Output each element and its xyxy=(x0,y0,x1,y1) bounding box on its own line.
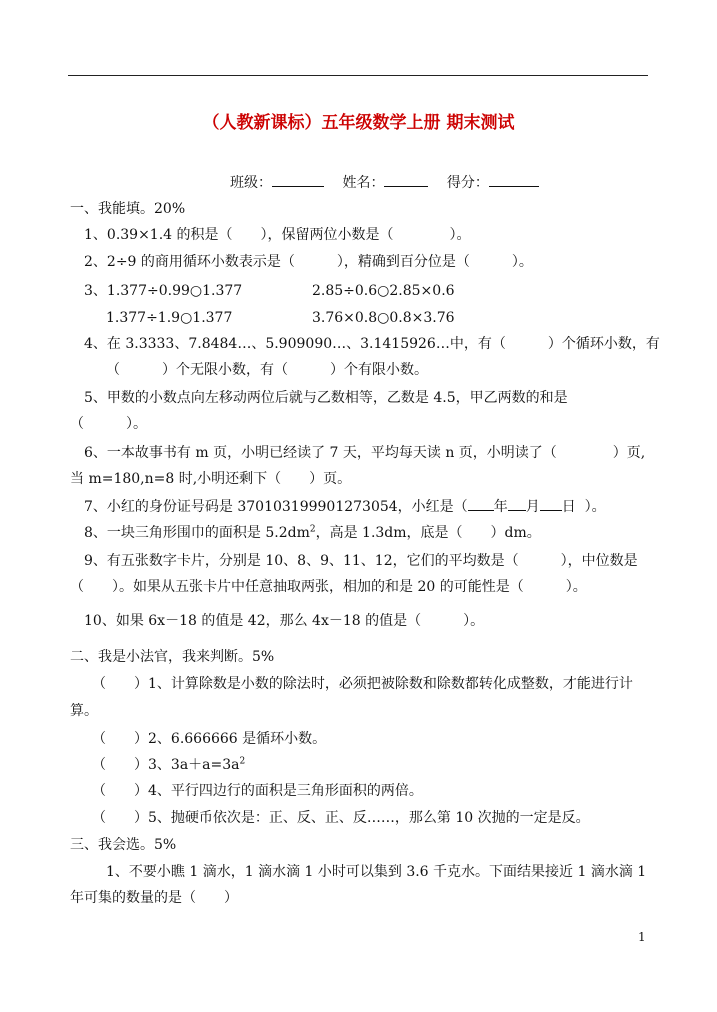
month-blank xyxy=(508,497,526,511)
question-5-line-2: （ ）。 xyxy=(70,416,147,432)
name-label: 姓名： xyxy=(342,175,385,191)
question-3a-right: 2.85÷0.6○2.85×0.6 xyxy=(312,283,455,299)
section-1-heading: 一、我能填。20% xyxy=(70,201,186,217)
choice-1-line-1: 1、不要小瞧 1 滴水，1 滴水滴 1 小时可以集到 3.6 千克水。下面结果接近 1 滴水滴 1 xyxy=(106,864,647,880)
judge-3: （ ）3、$3a+a=3a^2$ xyxy=(92,756,246,773)
header-rule xyxy=(68,75,648,76)
question-9-line-2: （ ）。如果从五张卡片中任意抽取两张，相加的和是 20 的可能性是（ ）。 xyxy=(70,579,587,595)
question-2: 2、2÷9 的商用循环小数表示是（ ），精确到百分位是（ ）。 xyxy=(84,254,533,270)
page-number: 1 xyxy=(638,930,646,944)
day-blank xyxy=(540,497,562,511)
score-label: 得分： xyxy=(446,175,489,191)
question-9-line-1: 9、有五张数字卡片，分别是 10、8、9、11、12，它们的平均数是（ ），中位数是 xyxy=(84,553,638,569)
student-info-line xyxy=(230,172,539,192)
question-8: 8、一块三角形围巾的面积是 $5.2dm^2$，高是 1.3dm，底是（ ）dm。 xyxy=(84,524,541,541)
judge-1-line-2: 算。 xyxy=(70,703,98,719)
section-3-heading: 三、我会选。5% xyxy=(70,837,177,853)
class-blank xyxy=(272,174,324,187)
question-3a-left: 3、1.377÷0.99○1.377 xyxy=(84,283,243,299)
question-1: 1、0.39×1.4 的积是（ ），保留两位小数是（ ）。 xyxy=(84,227,471,243)
question-4-line-2: （ ）个无限小数，有（ ）个有限小数。 xyxy=(106,362,428,378)
question-7: 7、小红的身份证号码是 370103199901273054，小红是（ 年 月 日 ）。 xyxy=(84,499,606,515)
name-blank xyxy=(384,174,428,187)
judge-4: （ ）4、平行四边行的面积是三角形面积的两倍。 xyxy=(92,783,423,799)
question-6-line-2: 当 m=180,n=8 时,小明还剩下（ ）页。 xyxy=(70,471,352,487)
question-3b-left: 1.377÷1.9○1.377 xyxy=(106,310,233,326)
judge-1-line-1: （ ）1、计算除数是小数的除法时，必须把被除数和除数都转化成整数，才能进行计 xyxy=(92,676,633,692)
year-blank xyxy=(468,497,494,511)
score-blank xyxy=(489,174,539,187)
section-2-heading: 二、我是小法官，我来判断。5% xyxy=(70,649,275,665)
question-10: 10、如果 6x－18 的值是 42，那么 4x－18 的值是（ ）。 xyxy=(84,613,485,629)
choice-1-line-2: 年可集的数量的是（ ） xyxy=(70,890,238,906)
judge-2: （ ）2、6.666666 是循环小数。 xyxy=(92,731,327,747)
question-3b-right: 3.76×0.8○0.8×3.76 xyxy=(312,310,455,326)
question-6-line-1: 6、一本故事书有 m 页，小明已经读了 7 天，平均每天读 n 页，小明读了（ ）页, xyxy=(84,445,646,461)
page-title: （人教新课标）五年级数学上册 期末测试 xyxy=(202,113,515,133)
judge-5: （ ）5、抛硬币依次是：正、反、正、反……，那么第 10 次抛的一定是反。 xyxy=(92,810,590,826)
question-5-line-1: 5、甲数的小数点向左移动两位后就与乙数相等，乙数是 4.5，甲乙两数的和是 xyxy=(84,390,568,406)
question-4-line-1: 4、在 3.3333、7.8484…、5.909090…、3.1415926…中，有（ ）个循环小数，有 xyxy=(84,336,660,352)
class-label: 班级： xyxy=(230,175,272,191)
